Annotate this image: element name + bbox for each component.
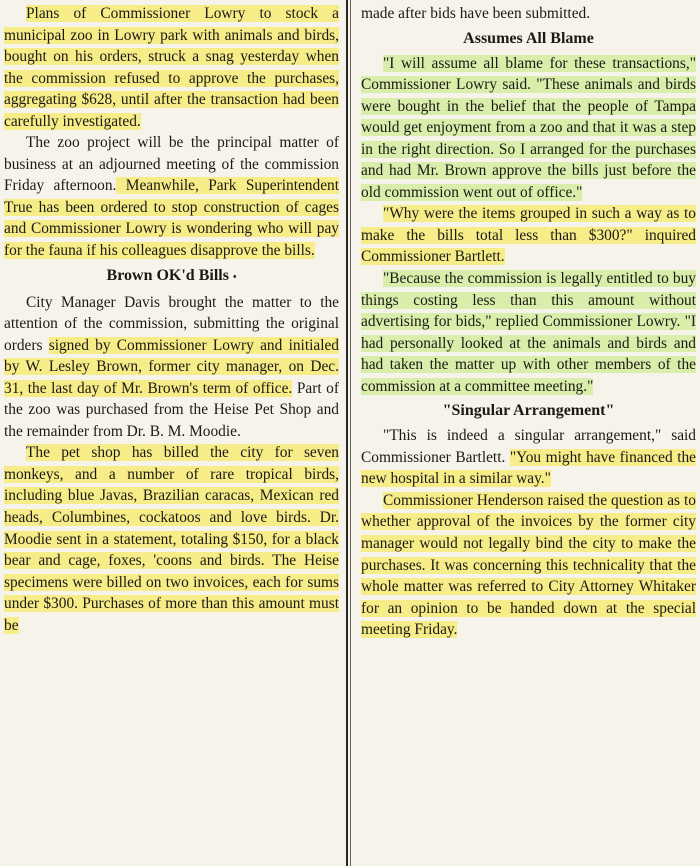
left-column: [0, 0, 343, 636]
column-rule-thin: [350, 0, 351, 866]
subheading-singular-arrangement: "Singular Arrangement": [442, 402, 615, 420]
highlight-1: Plans of Commissioner Lowry to stock a municipal zoo in Lowry park with animals and birds, bought on his orders, struck a snag yesterday when the commission refused to approve the purchases, aggregating $628, until after the transaction had been carefully investigated.: [4, 5, 339, 130]
highlight-10: Commissioner Henderson raised the question as to whether approval of the invoices by the former city manager would not legally bind the city to make the purchases. It was concerning this technicality that the whole matter was referred to City Attorney Whitaker for an opinion to be handed down at the special meeting Friday.: [361, 491, 696, 639]
column-rule: [346, 0, 348, 866]
subheading-assumes-all-blame: Assumes All Blame: [463, 29, 594, 47]
right-column: [357, 0, 700, 641]
highlight-4: The pet shop has billed the city for seven monkeys, and a number of rare tropical birds, including blue Javas, Brazilian caracas, Mexican red heads, Columbines, cockatoos and love birds. Dr. Moodie sent in a statement, totaling $150, for a black bear and cage, foxes, 'coons and birds. The Heise specimens were billed on two invoices, each for sums under $300. Purchases of more than this amount must be: [4, 444, 339, 634]
paragraph-10: [357, 490, 700, 641]
paragraph-3: [0, 292, 343, 443]
highlight-6: "I will assume all blame for these transactions," Commissioner Lowry said. "These animals and birds were bought in the belief that the people of Tampa would get enjoyment from a zoo and that it was a step in the right direction. So I arranged for the purchases and had Mr. Brown approve the bills just before the old commission went out of office.": [361, 54, 696, 201]
subheading-brown-okd-bills: Brown OK'd Bills •: [106, 266, 237, 284]
paragraph-3-tail: Part of the zoo was purchased from the Heise Pet Shop and the remainder from Dr. B. M. Moodie.: [4, 379, 339, 440]
highlight-7: "Why were the items grouped in such a way as to make the bills total less than $300?" inquired Commissioner Bartlett.: [361, 205, 696, 266]
paragraph-4: [0, 442, 343, 636]
paragraph-9-text: "This is indeed a singular arrangement," said Commissioner Bartlett.: [361, 427, 696, 466]
paragraph-5-text: made after bids have been submitted.: [361, 5, 591, 22]
paragraph-2: [0, 132, 343, 261]
highlight-9: "You might have financed the new hospital in a similar way.": [361, 448, 696, 488]
paragraph-8: [357, 268, 700, 397]
paragraph-2-text: The zoo project will be the principal matter of business at an adjourned meeting of the commission Friday afternoon.: [4, 134, 339, 195]
paragraph-5: [357, 3, 700, 25]
highlight-3: signed by Commissioner Lowry and initialed by W. Lesley Brown, former city manager, on Dec. 31, the last day of Mr. Brown's term of office.: [4, 336, 340, 397]
paragraph-3-text: City Manager Davis brought the matter to the attention of the commission, submitting the original orders: [4, 293, 339, 354]
paragraph-6: [357, 53, 700, 204]
highlight-2: Meanwhile, Park Superintendent True has been ordered to stop construction of cages and Commissioner Lowry is wondering who will pay for the fauna if his colleagues disapprove the bills.: [4, 177, 339, 260]
stray-mark: •: [232, 271, 237, 283]
highlight-8: "Because the commission is legally entitled to buy things costing less than this amount without advertising for bids," replied Commissioner Lowry. "I had personally looked at the animals and birds and had taken the matter up with other members of the commission at a committee meeting.": [361, 270, 696, 395]
paragraph-9: [357, 425, 700, 490]
paragraph-7: [357, 203, 700, 268]
paragraph-1: [0, 3, 343, 132]
